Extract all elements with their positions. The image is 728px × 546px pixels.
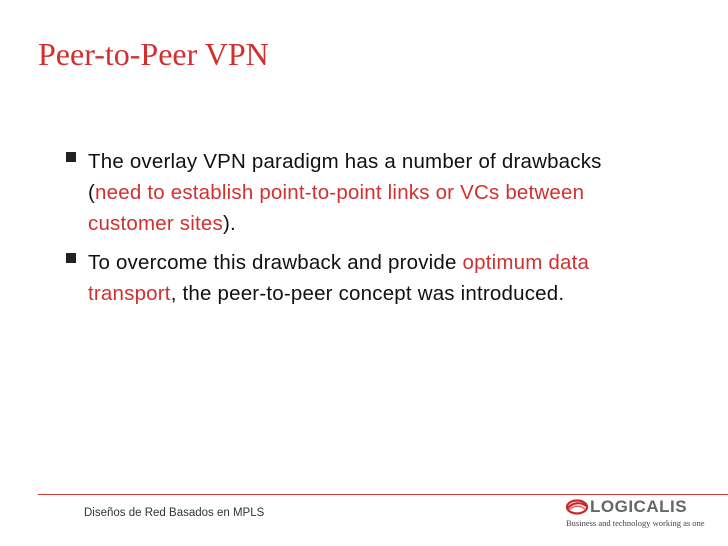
footer-divider bbox=[38, 494, 728, 495]
footer-text: Diseños de Red Basados en MPLS bbox=[84, 507, 265, 519]
bullet-text bbox=[88, 247, 634, 309]
logicalis-swirl-icon bbox=[566, 499, 588, 515]
square-bullet-icon bbox=[66, 152, 76, 162]
logo-tagline: Business and technology working as one bbox=[566, 518, 705, 528]
logicalis-logo bbox=[566, 497, 716, 531]
bullet-text-part: The overlay VPN paradigm has a number of drawbacks ( bbox=[88, 150, 602, 204]
bullet-list bbox=[64, 146, 634, 317]
bullet-item bbox=[64, 146, 634, 239]
bullet-text-part: To overcome this drawback and provide bbox=[88, 251, 463, 274]
bullet-text-part: ). bbox=[222, 212, 236, 235]
bullet-text-part: , the peer-to-peer concept was introduced. bbox=[170, 282, 565, 305]
slide-title: Peer-to-Peer VPN bbox=[38, 36, 269, 72]
logo-wordmark: LOGICALIS bbox=[590, 497, 688, 516]
bullet-item bbox=[64, 247, 634, 309]
bullet-highlight: need to establish point-to-point links or VCs between customer sites bbox=[88, 181, 585, 235]
bullet-highlight: optimum data transport bbox=[88, 251, 590, 305]
square-bullet-icon bbox=[66, 253, 76, 263]
bullet-text bbox=[88, 146, 634, 239]
